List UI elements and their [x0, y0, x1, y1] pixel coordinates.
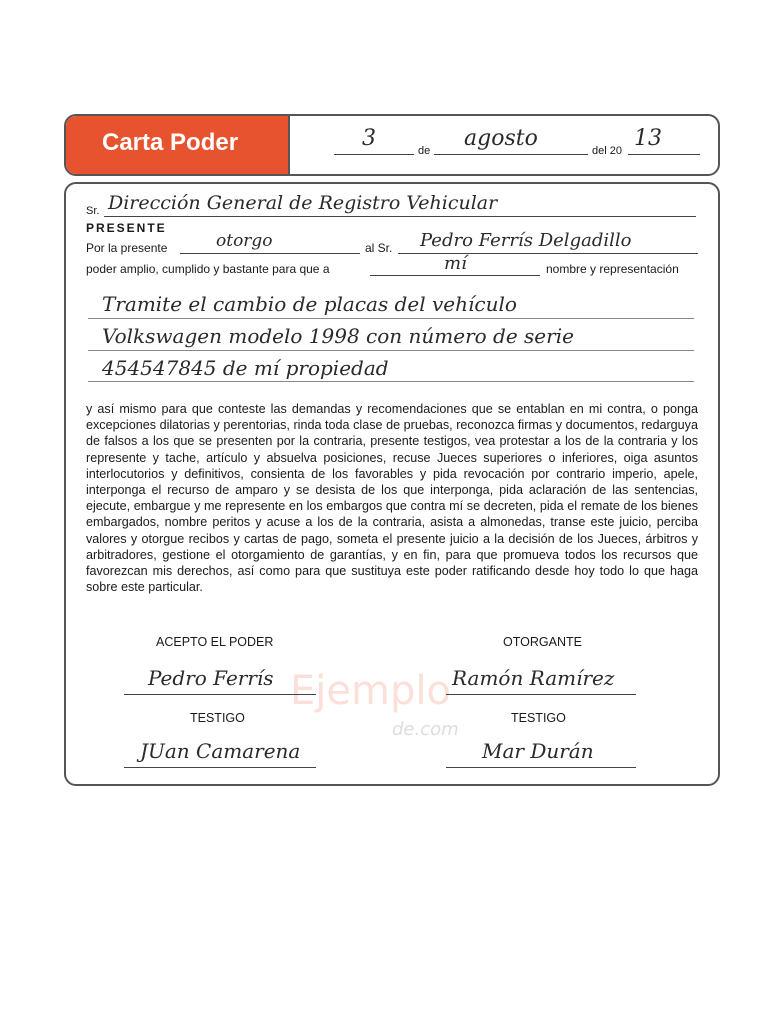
al-sr-label: al Sr.: [365, 241, 393, 255]
witness1-line: [124, 767, 316, 768]
sr-label: Sr.: [86, 205, 100, 217]
witness2-signature: Mar Durán: [482, 739, 594, 763]
nombre-label: nombre y representación: [546, 262, 679, 276]
purpose-rule-3: [88, 381, 694, 382]
grantor-line: [446, 694, 636, 695]
purpose-rule-2: [88, 350, 694, 351]
month-line: [434, 154, 588, 155]
month-value: agosto: [464, 126, 538, 151]
por-label: Por la presente: [86, 241, 168, 255]
mi-line: [370, 275, 540, 276]
accept-line: [124, 694, 316, 695]
del-label: del 20: [592, 145, 622, 157]
grantee-name: Pedro Ferrís Delgadillo: [420, 230, 632, 251]
witness2-line: [446, 767, 636, 768]
powers-paragraph: y así mismo para que conteste las demandas y recomendaciones que se entablan en mi contra, o ponga excepciones dilatorias y perentorias, rinda toda clase de pruebas, reconozca firmas y documentos, redarguya de falsos a los que se presenten por la contraria, presente testigos, vea protestar a los de la contraria y los represente y tache, artículo y absuelva posiciones, recuse Jueces superiores o inferiores, oiga asuntos interlocutorios y definitivos, consienta de los favorables y pida revocación por contrario imperio, apele, interponga el recurso de amparo y se desista de los que interponga, pida aclaración de las sentencias, ejecute, embargue y me represente en los embargos que contra mí se decreten, pida el remate de los bienes embargados, nombre peritos y acuse a los de la contraria, asista a almonedas, transe este juicio, perciba valores y otorgue recibos y cartas de pago, someta el presente juicio a la decisión de los Jueces, árbitros y arbitradores, gestione el otorgamiento de garantías, y en fin, para que promueva todos los recursos que favorezcan mis derechos, así como para que sustituya este poder ratificando desde hoy todo lo que haga sobre este particular.: [86, 402, 698, 595]
header-box: [64, 114, 720, 176]
watermark-sub: de.com: [392, 719, 459, 740]
addressee-name: Dirección General de Registro Vehicular: [108, 192, 498, 214]
poder-label: poder amplio, cumplido y bastante para que a: [86, 262, 330, 276]
grantor-signature: Ramón Ramírez: [452, 666, 615, 690]
addressee-line: [104, 216, 696, 217]
year-line: [628, 154, 700, 155]
accept-signature: Pedro Ferrís: [148, 666, 274, 690]
purpose-line-3: 454547845 de mí propiedad: [102, 356, 389, 380]
grantee-line: [398, 253, 698, 254]
witness1-signature: JUan Camarena: [140, 739, 301, 763]
purpose-rule-1: [88, 318, 694, 319]
mi-value: mí: [444, 253, 467, 274]
accept-label: ACEPTO EL PODER: [156, 635, 274, 649]
purpose-line-2: Volkswagen modelo 1998 con número de serie: [102, 324, 574, 348]
verb-line: [180, 253, 360, 254]
witness2-label: TESTIGO: [511, 711, 566, 725]
day-value: 3: [362, 126, 376, 151]
presente-label: PRESENTE: [86, 221, 167, 235]
grantor-label: OTORGANTE: [503, 635, 582, 649]
de-label: de: [418, 145, 431, 157]
purpose-line-1: Tramite el cambio de placas del vehículo: [102, 292, 517, 316]
document-title: Carta Poder: [102, 129, 239, 156]
day-line: [334, 154, 414, 155]
witness1-label: TESTIGO: [190, 711, 245, 725]
year-value: 13: [634, 126, 662, 151]
title-block: [66, 116, 290, 174]
grant-verb: otorgo: [216, 231, 273, 251]
watermark-logo: Ejemplo: [290, 668, 451, 714]
